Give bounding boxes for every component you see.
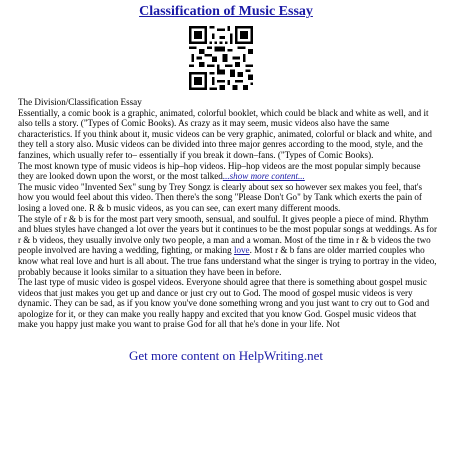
paragraph: The last type of music video is gospel videos. Everyone should agree that there is something about gospel music videos that just makes you get up and dance or just cry out to God. The mood of gospel music videos is very dynamic. They can be sad, as if you know you've done something wrong and you just want to cry out to God and apologize for it, or they can make you really happy and excited that you know God. Gospel music videos that make you happy just make you want to praise God for all that he's done in your life. Not [18, 277, 430, 330]
paragraph: Essentially, a comic book is a graphic, animated, colorful booklet, which could be black and white as well, and it also tells a story. ("Types of Comic Books). As crazy as it may seem, music videos also have the same characteristics. If you think about it, music videos can be very graphic, animated, colorful or black and white, and they tell a story also. Music videos can be divided into three major genres according to the mood, style, and the fanzines, which usually refer to– essentially if you break it down–fans. ("Types of Comic Books). [18, 107, 432, 160]
qr-code-icon [189, 26, 253, 90]
essay-body [18, 97, 438, 330]
get-more-content-link[interactable]: Get more content on HelpWriting.net [128, 348, 324, 363]
love-link[interactable]: love [233, 245, 250, 256]
paragraph: The music video "Invented Sex" sung by Trey Songz is clearly about sex so however sex makes you feel, that's how you would feel about this video. Then there's the song "Please Don't Go" by Tank which exerts the pain of losing a loved one. R & b music videos, as you can see, can exert many different moods. [18, 181, 423, 213]
paragraph: The style of r & b is for the most part very smooth, sensual, and soulful. It gives people a piece of mind. Rhythm and blues styles have changed a lot over the years but it continues to be the most popular songs at weddings. As for r & b videos, they usually involve only two people, a man and a woman. Most of the time in r & b videos the two people involved are having a wedding, fighting, or making love. Most r & b fans are older married couples who know what real love and hurt is all about. The true fans understand what the singer is trying to portray in the video, probably because it looks similar to a situation they have been in before. [18, 213, 437, 277]
paragraph: The most known type of music videos is hip–hop videos. Hip–hop videos are the most popular simply because they are looked down upon the worst, or the most talked...show more content... [18, 160, 421, 182]
paragraph-heading: The Division/Classification Essay [18, 97, 142, 107]
show-more-link[interactable]: ...show more content... [222, 171, 305, 182]
page-title[interactable]: Classification of Music Essay [139, 4, 313, 19]
